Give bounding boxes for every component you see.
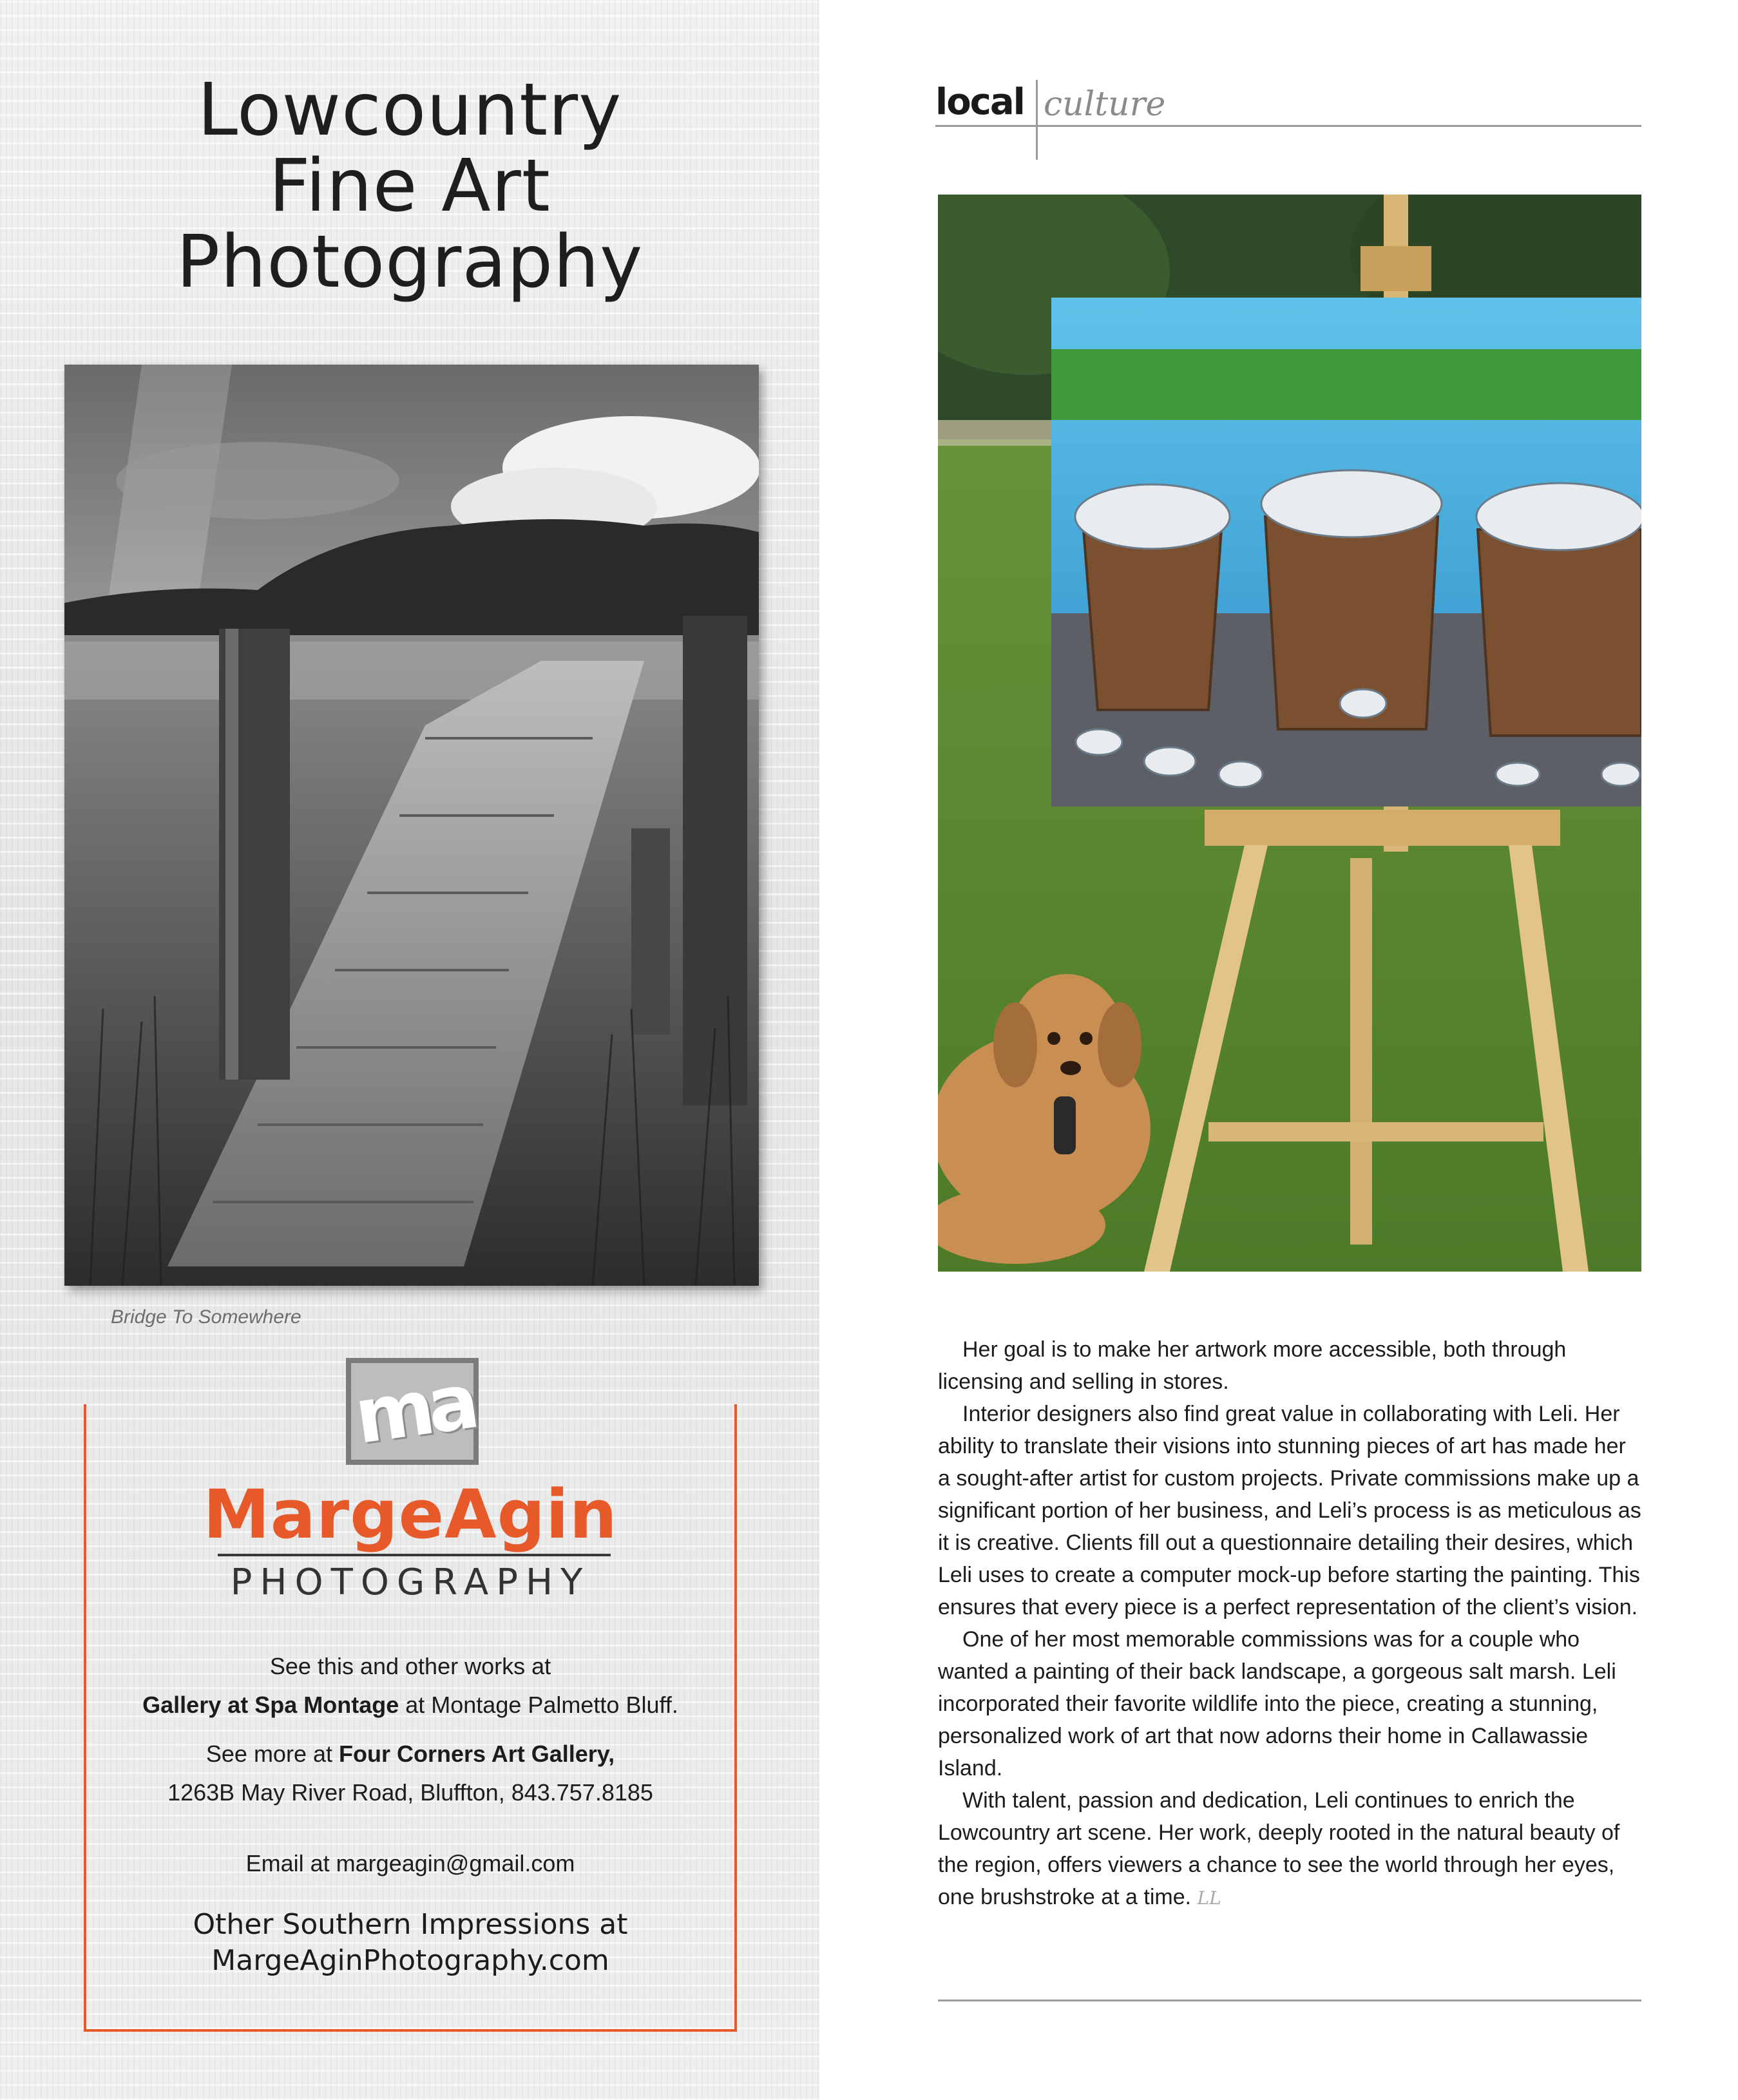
article-paragraph: One of her most memorable commissions was for a couple who wanted a painting of their back landscape, a gorgeous salt marsh. Leli incorporated their favorite wildlife into the piece, creating a stunning, personalized work of art that now adorns their home in Callawassie Island. bbox=[938, 1627, 1616, 1780]
ad-line-email: Email at margeagin@gmail.com bbox=[245, 1850, 575, 1876]
section-rule bbox=[935, 125, 1641, 127]
gallery-name: Gallery at Spa Montage bbox=[142, 1692, 399, 1718]
article-paragraph: Her goal is to make her artwork more accessible, both through licensing and selling in stores. bbox=[938, 1337, 1567, 1394]
website-intro: Other Southern Impressions at bbox=[193, 1908, 628, 1941]
website-url: MargeAginPhotography.com bbox=[211, 1944, 609, 1977]
bridge-photo bbox=[64, 365, 759, 1286]
marge-agin-logo-mark bbox=[346, 1358, 479, 1465]
ad-title-line: Photography bbox=[176, 220, 644, 304]
bottom-rule bbox=[938, 2000, 1641, 2001]
ad-line-see-works: See this and other works at bbox=[269, 1653, 551, 1679]
photo-caption: Bridge To Somewhere bbox=[111, 1306, 301, 1328]
article-paragraph-text: With talent, passion and dedication, Leli continues to enrich the Lowcountry art scene. Her work, deeply rooted in the natural beauty of the region, offers viewers a chance to see the world through her eyes, one brushstroke at a time. bbox=[938, 1788, 1620, 1909]
logo-mark-letters: ma bbox=[349, 1356, 479, 1462]
ad-line-gallery bbox=[84, 1692, 737, 1719]
brand-divider bbox=[218, 1554, 611, 1556]
brand-subtitle: PHOTOGRAPHY bbox=[230, 1561, 591, 1603]
advertisement-panel bbox=[0, 0, 819, 2100]
ad-title-line: Fine Art bbox=[269, 144, 551, 228]
brand-name: MargeAgin bbox=[203, 1475, 618, 1554]
ad-title-line: Lowcountry bbox=[197, 68, 622, 152]
article-paragraph bbox=[938, 1784, 1641, 1914]
article-body bbox=[938, 1333, 1641, 1914]
section-divider bbox=[1036, 80, 1038, 160]
gallery-location: at Montage Palmetto Bluff. bbox=[399, 1692, 678, 1718]
second-gallery-name: Four Corners Art Gallery, bbox=[339, 1741, 615, 1767]
ad-line-see-more bbox=[84, 1741, 737, 1768]
ad-line-address: 1263B May River Road, Bluffton, 843.757.8185 bbox=[167, 1779, 653, 1806]
article-paragraph: Interior designers also find great value in collaborating with Leli. Her ability to translate their visions into stunning pieces of art has made her a sought-after artist for custom projects. Private commissions make up a significant portion of her business, and Leli’s process is as meticulous as it is creative. Clients fill out a questionnaire detailing their desires, which Leli uses to create a computer mock-up before starting the painting. This ensures that every piece is a perfect representation of the client’s vision. bbox=[938, 1402, 1641, 1619]
section-label-culture: culture bbox=[1044, 85, 1166, 124]
painting-on-easel-photo bbox=[938, 195, 1641, 1272]
section-label-local: local bbox=[935, 81, 1024, 123]
ad-website-block bbox=[84, 1907, 737, 1979]
see-more-prefix: See more at bbox=[205, 1741, 339, 1767]
end-mark: LL bbox=[1197, 1887, 1221, 1909]
ad-title bbox=[52, 68, 768, 304]
